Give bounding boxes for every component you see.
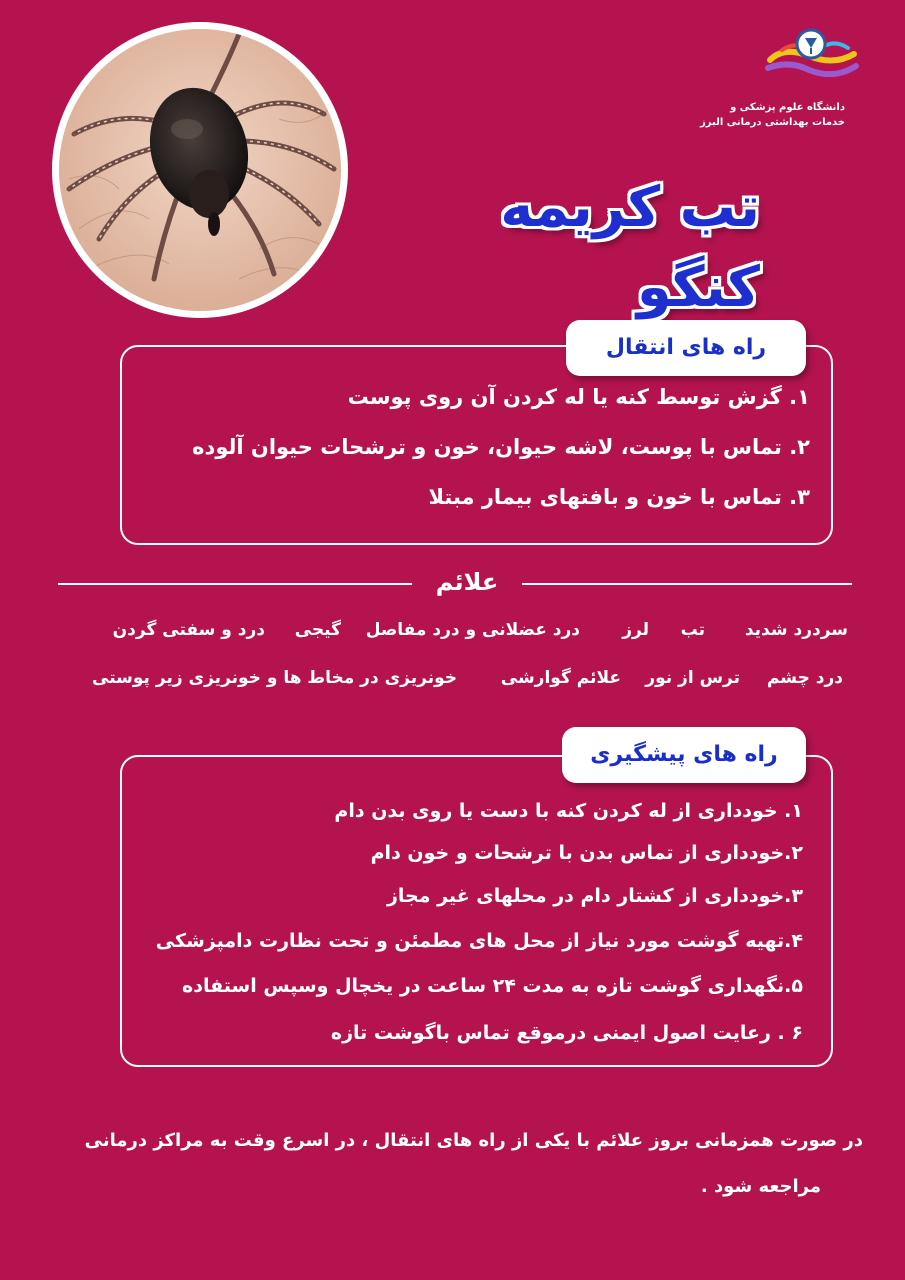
prevention-item-5: ۵.نگهداری گوشت تازه به مدت ۲۴ ساعت در یخچال وسپس استفاده — [182, 975, 803, 997]
footer-line-2: مراجعه شود . — [700, 1176, 821, 1197]
divider-line-left — [58, 583, 412, 585]
prevention-item-4: ۴.تهیه گوشت مورد نیاز از محل های مطمئن و تحت نظارت دامپزشکی — [155, 930, 803, 952]
transmission-item-1: ۱. گزش توسط کنه یا له کردن آن روی پوست — [347, 385, 810, 409]
symptom-item: درد عضلانی و درد مفاصل — [365, 620, 580, 640]
prevention-item-3: ۳.خودداری از کشتار دام در محلهای غیر مجاز — [386, 885, 803, 907]
transmission-item-3: ۳. تماس با خون و بافتهای بیمار مبتلا — [428, 485, 810, 509]
prevention-item-6: ۶ . رعایت اصول ایمنی درموقع تماس باگوشت تازه — [330, 1022, 803, 1044]
symptom-item: لرز — [622, 620, 649, 640]
symptom-item: ترس از نور — [645, 668, 740, 688]
prevention-item-2: ۲.خودداری از تماس بدن با ترشحات و خون دام — [370, 842, 803, 864]
symptom-item: درد و سفتی گردن — [112, 620, 265, 640]
tick-image — [59, 29, 341, 311]
logo-text-line1: دانشگاه علوم پزشکی و — [730, 102, 845, 113]
university-logo — [764, 26, 859, 86]
footer-line-1: در صورت همزمانی بروز علائم با یکی از راه های انتقال ، در اسرع وقت به مراکز درمانی — [84, 1130, 863, 1151]
transmission-heading: راه های انتقال — [566, 320, 806, 376]
symptoms-row-2 — [0, 668, 905, 698]
tick-photo — [52, 22, 348, 318]
transmission-item-2: ۲. تماس با پوست، لاشه حیوان، خون و ترشحات حیوان آلوده — [192, 435, 810, 459]
symptoms-heading: علائم — [435, 568, 499, 596]
footer-note — [55, 1118, 863, 1210]
symptom-item: سردرد شدید — [744, 620, 848, 640]
symptom-item: تب — [680, 620, 705, 640]
page-title: تب کریمه کنگو — [500, 175, 760, 320]
logo-text-line2: خدمات بهداشتی درمانی البرز — [700, 117, 845, 128]
symptom-item: درد چشم — [766, 668, 843, 688]
symptoms-row-1 — [0, 620, 905, 650]
symptom-item: علائم گوارشی — [500, 668, 621, 688]
symptom-item: خونریزی در مخاط ها و خونریزی زیر پوستی — [92, 668, 457, 688]
prevention-item-1: ۱. خودداری از له کردن کنه با دست یا روی بدن دام — [334, 800, 803, 822]
symptom-item: گیجی — [294, 620, 341, 640]
prevention-heading: راه های پیشگیری — [562, 727, 806, 783]
logo-text — [700, 100, 845, 130]
divider-line-right — [522, 583, 852, 585]
